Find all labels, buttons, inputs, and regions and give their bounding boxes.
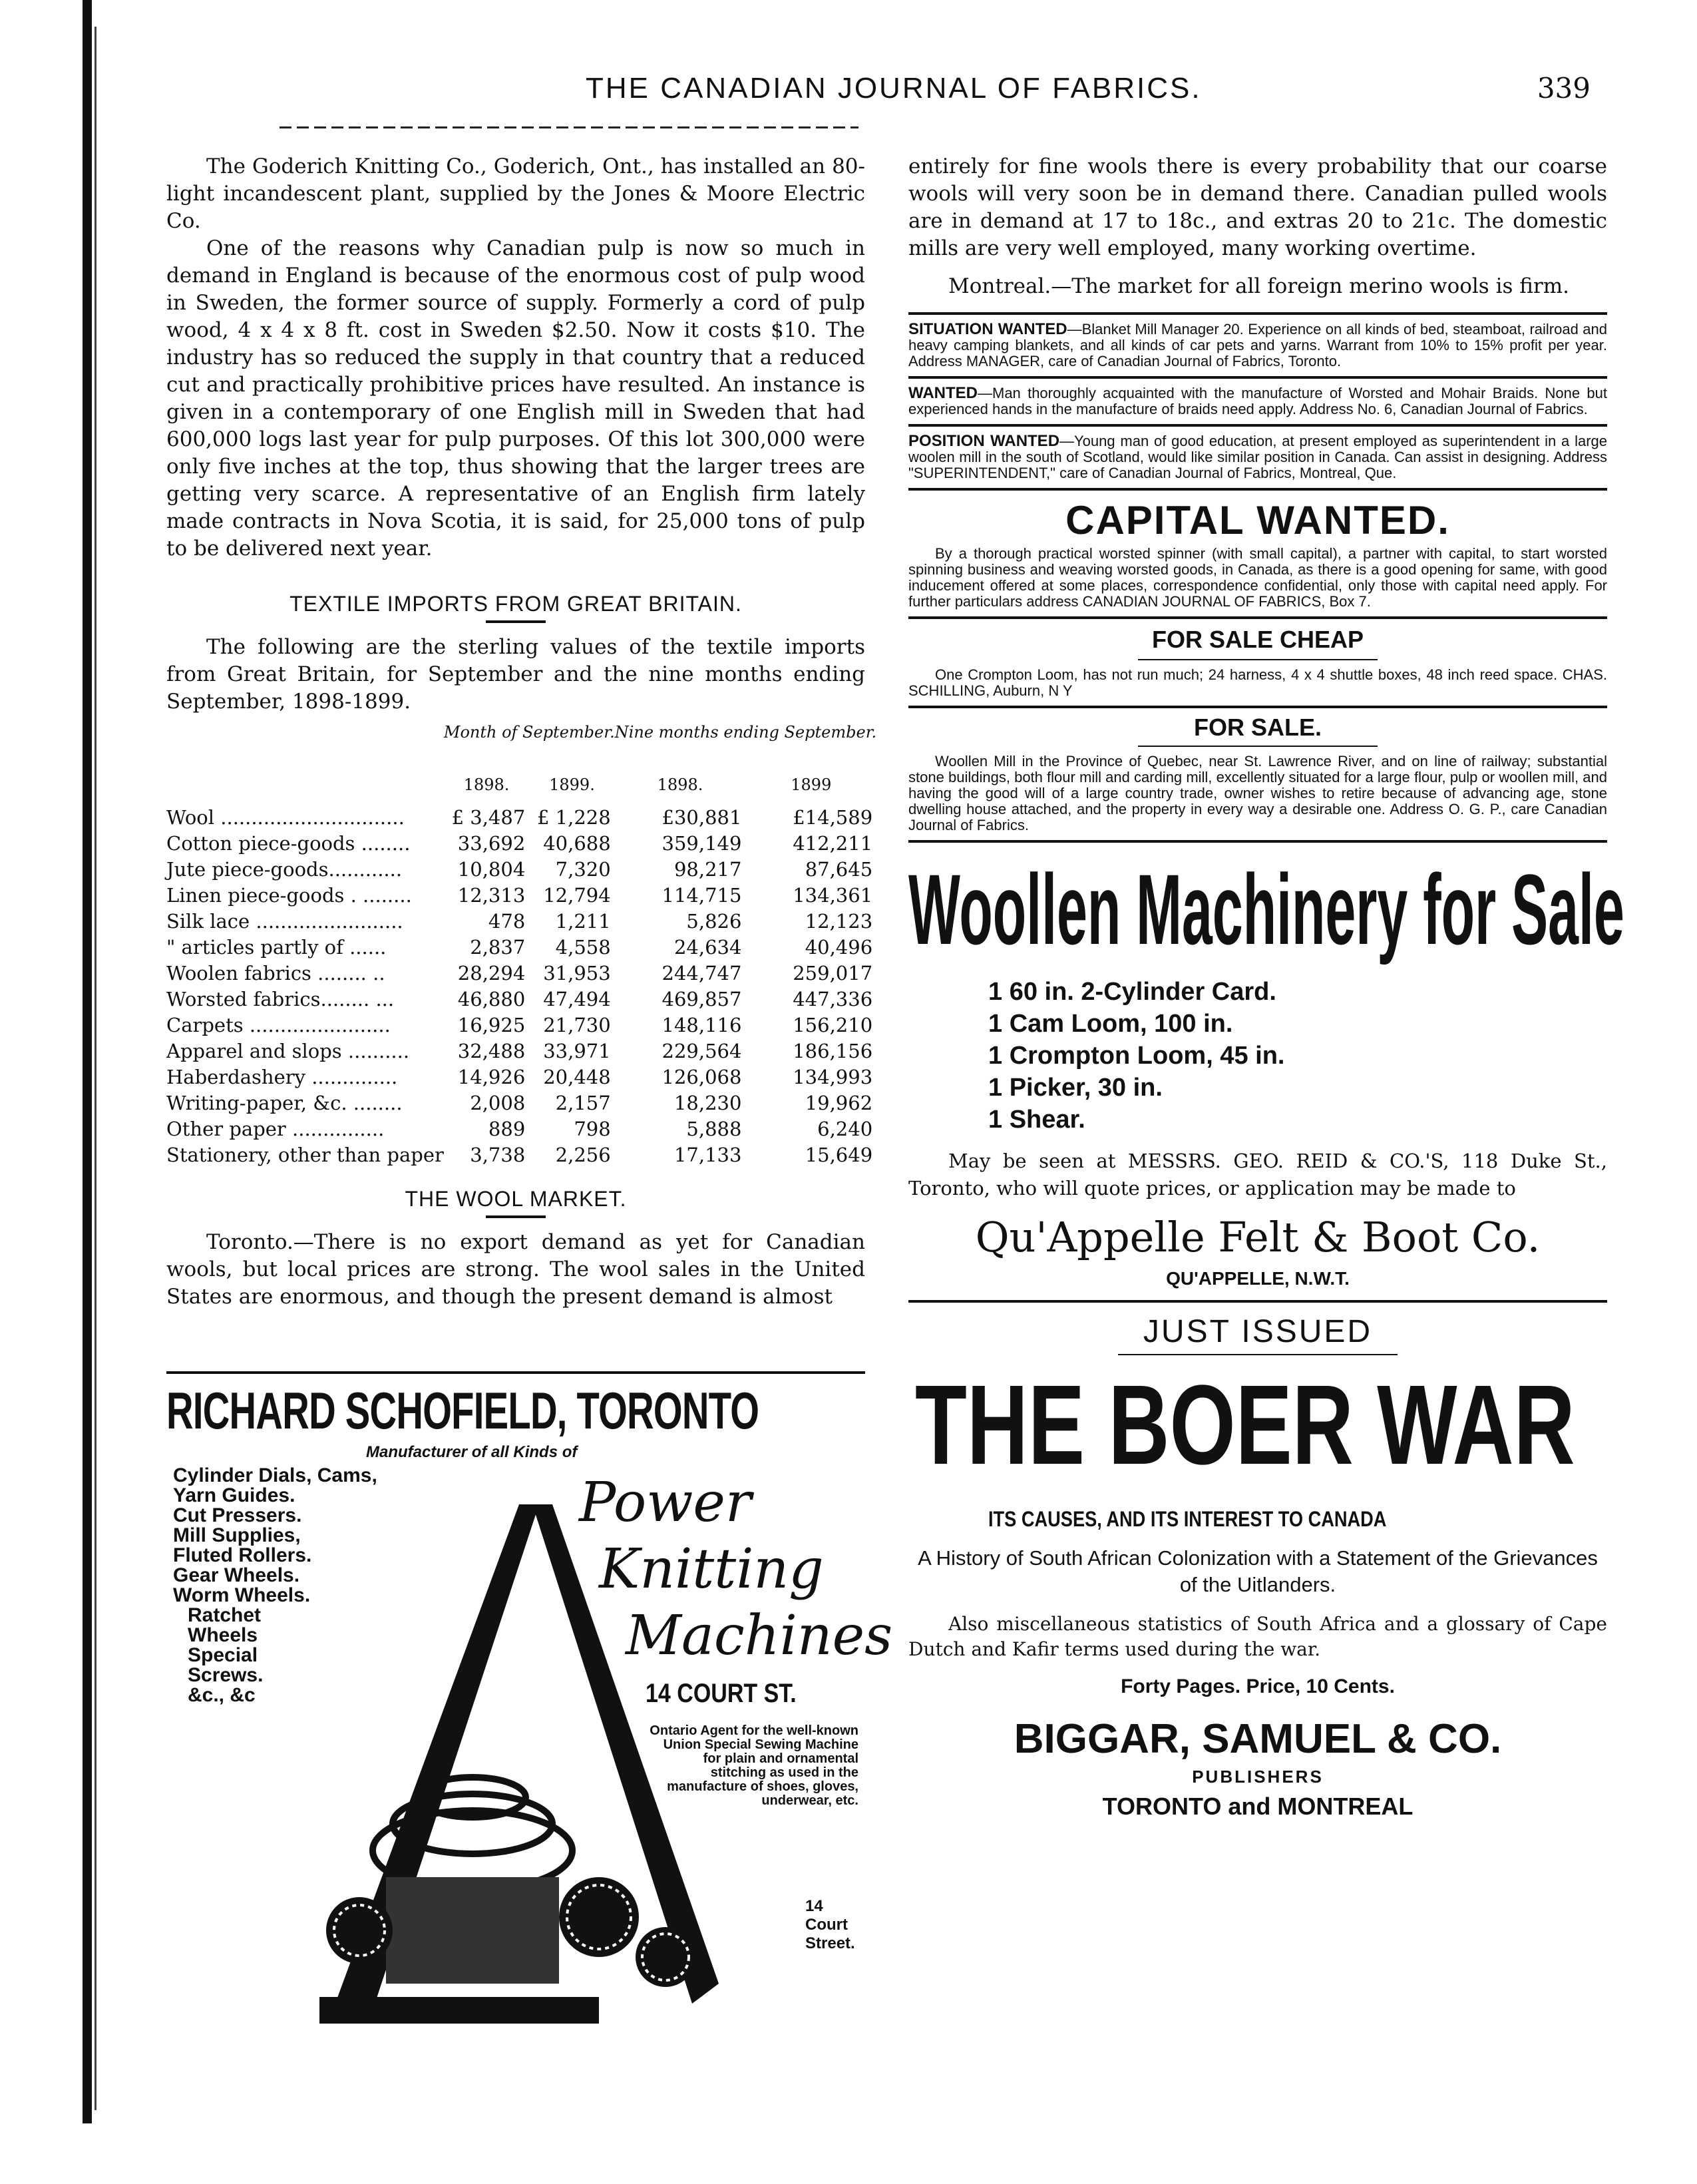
machines-word: Machines [626,1604,893,1667]
wool-market-heading: THE WOOL MARKET. [405,1187,627,1211]
imports-intro: The following are the sterling values of the textile imports from Great Britain, for September and the nine months ending September, 1898-1899. [166,635,865,714]
row-value: 18,230 [673,1092,742,1114]
for-sale-body: Woollen Mill in the Province of Quebec, near St. Lawrence River, and on line of railway; substantial stone buildings, both flour mill and carding mill, excellently situated for a large flour, pulp or woollen mill, and having the good will of a large country trade, owner wishes to retire because of advancing age, stone dwelling house attached, and the property in every way a desirable one. Address O. G. P., care Canadian Journal of Fabrics. [908,753,1607,833]
machinery-item: 1 Cam Loom, 100 in. [988,1010,1233,1038]
row-label: Apparel and slops .......... [166,1040,410,1062]
parts-list-item: Special [188,1644,258,1666]
situation-wanted-ad [908,322,1607,369]
row-value: 16,925 [457,1014,526,1036]
parts-list-item: Ratchet [188,1604,262,1626]
machinery-item: 1 60 in. 2-Cylinder Card. [988,978,1276,1006]
row-value: 17,133 [673,1144,742,1166]
row-value: 14,926 [457,1066,526,1088]
table-row [166,831,876,857]
parts-list-item: &c., &c [188,1684,256,1706]
row-value: 10,804 [457,858,526,881]
year-header: 1899. [549,775,595,794]
position-wanted-ad [908,433,1607,481]
situation-wanted-body: —Blanket Mill Manager 20. Experience on all kinds of bed, steamboat, railroad and heavy camping blankets, and all kinds of car pets and yarns. Warrant from 10% to 15% profit per year. Address MANAGER, care of Canadian Journal of Fabrics, Toronto. [908,321,1607,369]
page-number: 339 [1537,72,1591,105]
left-column [166,153,877,1311]
row-label: Stationery, other than paper [166,1144,444,1166]
wanted-head: WANTED [908,384,978,402]
row-value: 126,068 [661,1066,742,1088]
parts-list-item: Yarn Guides. [173,1484,295,1506]
row-value: 5,826 [686,910,742,933]
ad-rule [1118,1354,1398,1355]
row-value: 12,794 [543,884,611,907]
row-value: 21,730 [543,1014,611,1036]
row-value: 24,634 [673,936,742,959]
right-column [908,153,1624,1821]
table-row [166,961,876,986]
row-label: Worsted fabrics........ ... [166,988,395,1010]
ad-rule [908,1300,1607,1303]
row-value: 148,116 [661,1014,742,1036]
table-row [166,1038,876,1064]
table-row [166,909,876,935]
row-value: 4,558 [555,936,611,959]
table-row [166,1012,876,1038]
row-value: 40,496 [805,936,873,959]
machinery-list [988,976,1607,1136]
machinery-item: 1 Shear. [988,1106,1085,1134]
ad-rule [908,616,1607,619]
ad-rule [1138,659,1378,660]
wanted-ad [908,385,1607,417]
wanted-body: —Man thoroughly acquainted with the manufacture of Worsted and Mohair Braids. None but experienced hands in the manufacture of braids need apply. Address No. 6, Canadian Journal of Fabrics. [908,385,1607,417]
agent-text: Ontario Agent for the well-known Union Special Sewing Machine for plain and ornamental stitching as used in the manufacture of shoes, gloves, underwear, etc. [650,1723,858,1808]
parts-list-item: Worm Wheels. [173,1584,311,1606]
parts-list-item: Wheels [188,1624,258,1646]
row-value: 244,747 [661,962,742,984]
table-row [166,986,876,1012]
heading-rule [486,620,546,623]
ad-rule [1138,746,1378,747]
row-value: 186,156 [793,1040,873,1062]
row-value: 12,123 [805,910,873,933]
just-issued: JUST ISSUED [1143,1314,1373,1349]
ad-rule [908,376,1607,379]
row-value: 2,008 [470,1092,526,1114]
row-value: £30,881 [661,806,742,829]
table-row [166,1090,876,1116]
page-header [120,72,1617,112]
row-label: Wool .............................. [166,806,405,829]
ad-rule [908,424,1607,427]
col-head-month: Month of September. [443,723,615,742]
ad-top-rule [166,1371,865,1374]
row-label: Jute piece-goods............ [166,858,403,881]
montreal-paragraph: Montreal.—The market for all foreign merino wools is firm. [948,274,1569,298]
row-value: 5,888 [686,1118,742,1140]
journal-title: THE CANADIAN JOURNAL OF FABRICS. [586,72,1202,105]
year-header: 1898. [657,775,703,794]
row-value: 156,210 [793,1014,873,1036]
boer-war-price: Forty Pages. Price, 10 Cents. [1121,1675,1395,1697]
row-value: 15,649 [805,1144,873,1166]
woollen-machinery-head: Woollen Machinery for Sale [908,853,1624,965]
parts-list-item: Screws. [188,1664,264,1686]
year-header: 1899 [791,775,832,794]
power-word: Power [579,1471,752,1534]
ad-rule [908,840,1607,843]
footer-address-number: 14 [805,1897,823,1915]
row-value: £ 3,487 [451,806,526,829]
footer-address-suffix: Street. [805,1934,855,1952]
goderich-paragraph: The Goderich Knitting Co., Goderich, Ont., has installed an 80-light incandescent plant, supplied by the Jones & Moore Electric Co. [166,154,865,233]
row-value: 2,837 [470,936,526,959]
binding-edge [83,0,92,2123]
table-row [166,935,876,961]
col-head-nine: Nine months ending September. [614,723,877,742]
for-sale-head: FOR SALE. [1193,714,1322,741]
knitting-word: Knitting [599,1538,824,1601]
row-value: 7,320 [555,858,611,881]
row-value: 46,880 [457,988,526,1010]
parts-list-item: Gear Wheels. [173,1564,300,1586]
machinery-note: May be seen at MESSRS. GEO. REID & CO.'S, 118 Duke St., Toronto, who will quote prices, or application may be made to [908,1150,1607,1200]
row-value: 478 [488,910,526,933]
row-value: 359,149 [661,832,742,855]
row-value: 40,688 [543,832,611,855]
row-label: Linen piece-goods . ........ [166,884,412,907]
row-label: Carpets ....................... [166,1014,391,1036]
row-value: 19,962 [805,1092,873,1114]
quappelle-location: QU'APPELLE, N.W.T. [1166,1268,1350,1289]
imports-heading: TEXTILE IMPORTS FROM GREAT BRITAIN. [289,592,742,616]
table-row [166,1064,876,1090]
parts-list-item: Cut Pressers. [173,1504,302,1526]
row-value: 2,157 [555,1092,611,1114]
for-sale-cheap-body: One Crompton Loom, has not run much; 24 harness, 4 x 4 shuttle boxes, 48 inch reed space. CHAS. SCHILLING, Auburn, N Y [908,666,1607,699]
row-value: 889 [488,1118,526,1140]
table-row [166,857,876,883]
situation-wanted-head: SITUATION WANTED [908,320,1067,338]
capital-wanted-body: By a thorough practical worsted spinner (with small capital), a partner with capital, to start worsted spinning business and weaving worsted goods, in Canada, as there is a good opening for same, with good inducement offered at some places, correspondence confidential, only those with capital need apply. For further particulars address CANADIAN JOURNAL OF FABRICS, Box 7. [908,545,1607,610]
boer-war-description: A History of South African Colonization with a Statement of the Grievances of the Uitlanders. [918,1546,1598,1596]
publisher-name: BIGGAR, SAMUEL & CO. [1014,1716,1502,1762]
footer-address [805,1897,865,1953]
row-value: 32,488 [457,1040,526,1062]
row-value: 1,211 [555,910,611,933]
row-value: £ 1,228 [537,806,611,829]
row-value: 3,738 [470,1144,526,1166]
table-row [166,883,876,909]
row-value: 134,361 [793,884,873,907]
parts-list-item: Fluted Rollers. [173,1544,312,1566]
row-value: 6,240 [817,1118,873,1140]
imports-table [166,720,876,1168]
row-label: Cotton piece-goods ........ [166,832,411,855]
row-label: Other paper ............... [166,1118,385,1140]
row-value: 114,715 [661,884,742,907]
row-label: Haberdashery .............. [166,1066,398,1088]
row-label: Writing-paper, &c. ........ [166,1092,403,1114]
machinery-item: 1 Picker, 30 in. [988,1074,1163,1102]
header-rule [280,126,858,128]
table-row [166,805,876,831]
wool-market-paragraph: Toronto.—There is no export demand as yet for Canadian wools, but local prices are strong. The wool sales in the United States are enormous, and though the present demand is almost [166,1230,865,1309]
court-st-address: 14 COURT ST. [646,1679,797,1708]
position-wanted-body: —Young man of good education, at present employed as superintendent in a large woolen mill in the south of Scotland, would like similar position in Canada. Can assist in designing. Address "SUPERINTENDENT," care of Canadian Journal of Fabrics, Montreal, Que. [908,433,1607,481]
position-wanted-head: POSITION WANTED [908,432,1060,450]
table-row [166,1142,876,1168]
row-label: Woolen fabrics ........ .. [166,962,385,984]
boer-war-title: THE BOER WAR [915,1362,1575,1488]
capital-wanted-head: CAPITAL WANTED. [1065,498,1450,543]
parts-list-item: Cylinder Dials, Cams, [173,1464,377,1486]
row-value: 47,494 [543,988,611,1010]
publishers-label: PUBLISHERS [1192,1767,1324,1787]
footer-address-street: Court [805,1916,848,1934]
row-label: Silk lace ........................ [166,910,403,933]
year-header: 1898. [463,775,510,794]
for-sale-cheap-head: FOR SALE CHEAP [1151,626,1364,653]
ad-rule [908,706,1607,708]
binding-edge-inner [94,27,96,2110]
row-value: 28,294 [457,962,526,984]
row-value: 134,993 [793,1066,873,1088]
heading-rule [486,1215,546,1218]
row-value: 2,256 [555,1144,611,1166]
boer-war-also: Also miscellaneous statistics of South Africa and a glossary of Cape Dutch and Kafir terms used during the war. [908,1613,1607,1660]
row-value: 12,313 [457,884,526,907]
row-value: 98,217 [673,858,742,881]
table-row [166,1116,876,1142]
row-value: 33,692 [457,832,526,855]
ad-rule [908,312,1607,315]
row-value: 33,971 [543,1040,611,1062]
row-value: £14,589 [793,806,873,829]
row-value: 447,336 [793,988,873,1010]
schofield-subtitle: Manufacturer of all Kinds of [366,1443,578,1461]
row-label: " articles partly of ...... [166,936,387,959]
parts-list-item: Mill Supplies, [173,1524,301,1546]
row-value: 87,645 [805,858,873,881]
quappelle-name: Qu'Appelle Felt & Boot Co. [975,1213,1541,1261]
row-value: 469,857 [661,988,742,1010]
ad-rule [908,488,1607,491]
publisher-location: TORONTO and MONTREAL [1102,1793,1414,1820]
pulp-paragraph: One of the reasons why Canadian pulp is now so much in demand in England is because of the enormous cost of pulp wood in Sweden, the former source of supply. Formerly a cord of pulp wood, 4 x 4 x 8 ft. cost in Sweden $2.50. Now it costs $10. The industry has so reduced the supply in that country that a reduced cut and practically prohibitive prices have resulted. An instance is given in a contemporary of one English mill in Sweden that had 600,000 logs last year for pulp purposes. Of this lot 300,000 were only five inches at the top, thus showing that the larger trees are getting very scarce. A representative of an English firm lately made contracts in Nova Scotia, it is said, for 25,000 tons of pulp to be delivered next year. [166,236,865,560]
row-value: 229,564 [661,1040,742,1062]
knitting-machine-illustration [319,1478,745,2024]
boer-war-subtitle: ITS CAUSES, AND ITS INTEREST TO CANADA [988,1507,1387,1531]
wool-continued-paragraph: entirely for fine wools there is every probability that our coarse wools will very soon be in demand there. Canadian pulled wools are in demand at 17 to 18c., and extras 20 to 21c. The domestic mills are very well employed, many working overtime. [908,154,1607,260]
row-value: 20,448 [543,1066,611,1088]
row-value: 31,953 [543,962,611,984]
row-value: 798 [574,1118,611,1140]
row-value: 412,211 [793,832,873,855]
schofield-title: RICHARD SCHOFIELD, TORONTO [166,1381,759,1440]
row-value: 259,017 [793,962,873,984]
machinery-item: 1 Crompton Loom, 45 in. [988,1042,1285,1070]
